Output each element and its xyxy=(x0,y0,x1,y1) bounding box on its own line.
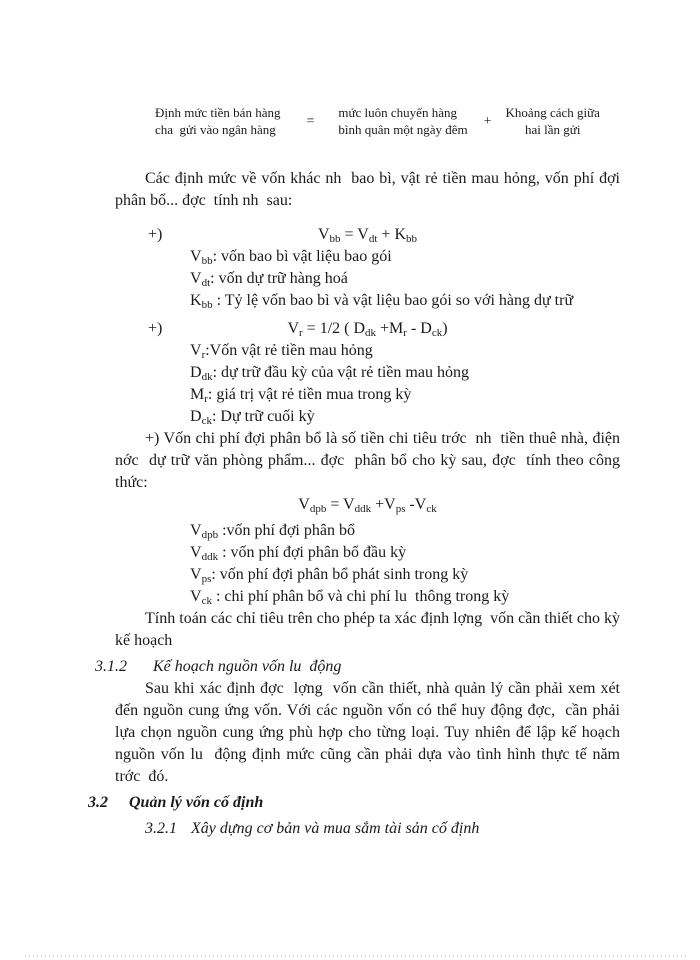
heading-number: 3.1.2 xyxy=(95,658,127,675)
intro-paragraph: Các định mức về vốn khác nh bao bì, vật rẻ tiền mau hỏng, vốn phí đợi phân bổ... đợc tính nh sau: xyxy=(115,170,620,209)
formula-vbb xyxy=(115,224,620,246)
heading-number: 3.2 xyxy=(88,794,108,811)
formula-term-right-line1: Khoảng cách giữa xyxy=(505,105,600,120)
summary-paragraph: Tính toán các chỉ tiêu trên cho phép ta xác định lợng vốn cần thiết cho kỳ kế hoạch xyxy=(115,610,620,649)
definition-line: $M_r$: giá trị vật rẻ tiền mua trong kỳ xyxy=(190,386,412,405)
definition-line: $V_{dpb}$ :vốn phí đợi phân bổ xyxy=(190,522,355,541)
formula-vr-expression: $V_r = 1/2$ ( $D_{dk} +M_r - D_{ck}$) xyxy=(287,320,448,339)
formula-vr xyxy=(115,318,620,340)
formula-term-left-line1: Định mức tiền bán hàng xyxy=(155,105,281,120)
formula-term-middle-line1: mức luôn chuyển hàng xyxy=(338,105,457,120)
definition-line: $V_{ps}$: vốn phí đợi phân bổ phát sinh trong kỳ xyxy=(190,566,469,585)
formula-term-left-line2: cha gửi vào ngân hàng xyxy=(155,122,276,137)
formula-term-right xyxy=(506,104,600,138)
formula-term-right-line2: hai lần gửi xyxy=(525,122,581,137)
deferred-cost-paragraph: +) Vốn chi phí đợi phân bổ là số tiền chi tiêu trớc nh tiền thuê nhà, điện nớc dự trữ văn phòng phẩm... đợc phân bổ cho kỳ sau, đợc tính theo công thức: xyxy=(115,430,620,491)
heading-title: Quản lý vốn cố định xyxy=(129,794,264,811)
formula-term-middle-line2: bình quân một ngày đêm xyxy=(338,122,468,137)
section-3-1-2-paragraph: Sau khi xác định đợc lợng vốn cần thiết, nhà quản lý cần phải xem xét đến nguồn cung ứng vốn. Với các nguồn vốn có thể huy động đợc, cần phải lựa chọn nguồn cung ứng phù hợp cho từng loại. Tuy nhiên để lập kế hoạch nguồn vốn lu động định mức cũng cần phải dựa vào tình hình thực tế năm trớc đó. xyxy=(115,680,620,785)
formula-vbb-expression: $V_{bb} = V_{dt} + K_{bb}$ xyxy=(317,226,417,245)
heading-title: Kế hoạch nguồn vốn lu động xyxy=(153,658,342,675)
formula-vdpb xyxy=(115,494,620,516)
scan-artifact-dotted-line xyxy=(25,955,688,957)
heading-3-2-1 xyxy=(145,818,620,840)
definition-line: $D_{dk}$: dự trữ đầu kỳ của vật rẻ tiền mau hỏng xyxy=(190,364,469,383)
heading-number: 3.2.1 xyxy=(145,820,177,837)
heading-3-2 xyxy=(88,792,620,814)
definition-line: $V_{ck}$ : chi phí phân bổ và chi phí lu thông trong kỳ xyxy=(190,588,510,607)
heading-3-1-2 xyxy=(95,656,620,678)
formula-term-left xyxy=(155,104,280,138)
bullet-marker: +) xyxy=(148,226,163,243)
formula-vdpb-definitions xyxy=(190,520,620,608)
definition-line: $V_r:Vốn$ vật rẻ tiền mau hỏng xyxy=(190,342,373,361)
formula-vr-definitions xyxy=(190,340,620,428)
definition-line: $V_{dt}$: vốn dự trữ hàng hoá xyxy=(190,270,348,289)
definition-line: $V_{bb}$: vốn bao bì vật liệu bao gói xyxy=(190,248,392,267)
equals-sign: = xyxy=(306,113,315,129)
formula-vdpb-expression: $V_{dpb} = V_{ddk} +V_{ps}$ $-V_{ck}$ xyxy=(298,496,437,515)
formula-vbb-definitions xyxy=(190,246,620,312)
bank-deposit-formula xyxy=(155,104,620,138)
definition-line: $V_{ddk}$ : vốn phí đợi phân bổ đầu kỳ xyxy=(190,544,407,563)
definition-line: $K_{bb}$ : Tỷ lệ vốn bao bì và vật liệu bao gói so với hàng dự trữ xyxy=(190,292,574,311)
definition-line: $D_{ck}$: Dự trữ cuối kỳ xyxy=(190,408,315,427)
heading-title: Xây dựng cơ bản và mua sắm tài sản cố định xyxy=(191,820,480,837)
bullet-marker: +) xyxy=(148,320,163,337)
plus-sign: + xyxy=(483,113,492,129)
formula-term-middle xyxy=(338,104,467,138)
